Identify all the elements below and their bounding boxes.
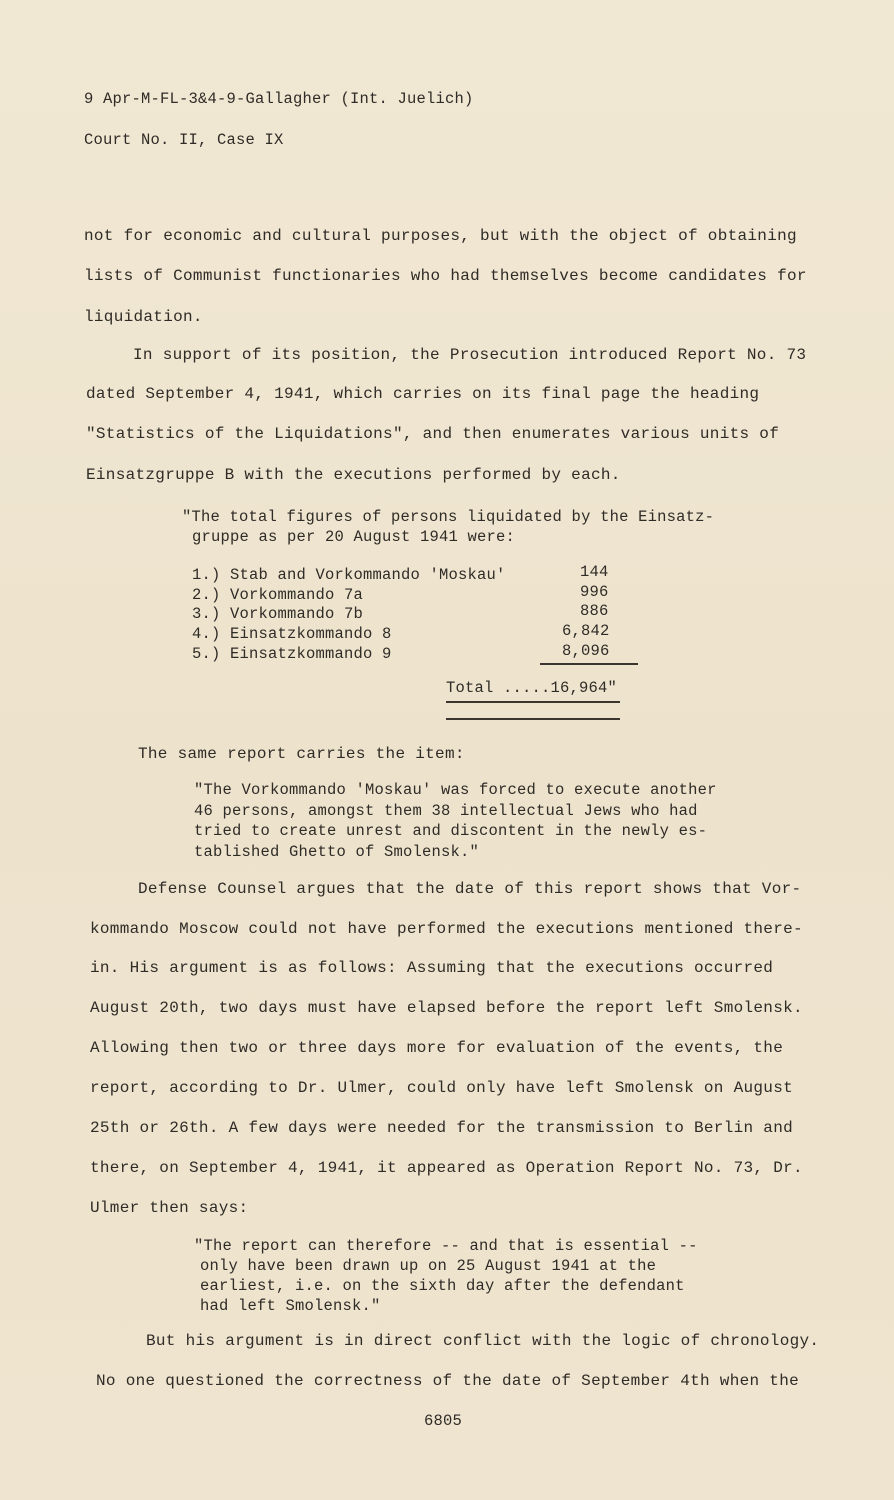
quote-line: tried to create unrest and discontent in the newly es- [194, 822, 708, 840]
text-line: Allowing then two or three days more for evaluation of the events, the [90, 1039, 784, 1057]
text-line: there, on September 4, 1941, it appeared as Operation Report No. 73, Dr. [90, 1159, 803, 1177]
text-line: But his argument is in direct conflict with the logic of chronology. [146, 1332, 820, 1350]
text-line: The same report carries the item: [138, 745, 465, 763]
table-row-value: 6,842 [562, 622, 610, 640]
quote-line: "The report can therefore -- and that is essential -- [194, 1237, 698, 1255]
total-underline-1 [446, 701, 620, 703]
quote-line: gruppe as per 20 August 1941 were: [192, 528, 516, 546]
quote-line: "The total figures of persons liquidated by the Einsatz- [182, 508, 715, 526]
text-line: Einsatzgruppe B with the executions performed by each. [86, 466, 621, 484]
text-line: "Statistics of the Liquidations", and then enumerates various units of [86, 425, 780, 443]
total-underline-2 [446, 718, 620, 720]
table-row-label: 2.) Vorkommando 7a [192, 586, 364, 604]
text-line: Defense Counsel argues that the date of this report shows that Vor- [138, 880, 802, 898]
table-row-label: 3.) Vorkommando 7b [192, 605, 364, 623]
table-row-value: 996 [580, 583, 609, 601]
quote-line: had left Smolensk." [200, 1297, 381, 1315]
text-line: report, according to Dr. Ulmer, could only have left Smolensk on August [90, 1079, 794, 1097]
text-line: No one questioned the correctness of the date of September 4th when the [96, 1372, 800, 1390]
quote-line: earliest, i.e. on the sixth day after the defendant [200, 1277, 685, 1295]
quote-line: only have been drawn up on 25 August 1941 at the [200, 1257, 657, 1275]
table-row-value: 144 [580, 563, 609, 581]
page-number: 6805 [424, 1412, 463, 1430]
text-line: kommando Moscow could not have performed the executions mentioned there- [90, 920, 803, 938]
header-court-line: Court No. II, Case IX [84, 131, 284, 149]
quote-line: "The Vorkommando 'Moskau' was forced to execute another [194, 781, 717, 799]
text-line: liquidation. [84, 308, 203, 326]
table-total: Total .....16,964" [446, 679, 618, 697]
text-line: lists of Communist functionaries who had themselves become candidates for [84, 267, 807, 285]
table-row-label: 4.) Einsatzkommando 8 [192, 625, 392, 643]
header-case-line: 9 Apr-M-FL-3&4-9-Gallagher (Int. Juelich) [84, 90, 474, 108]
text-line: in. His argument is as follows: Assuming that the executions occurred [90, 959, 774, 977]
table-row-value: 886 [580, 602, 609, 620]
quote-line: 46 persons, amongst them 38 intellectual Jews who had [194, 802, 698, 820]
table-row-value: 8,096 [562, 642, 610, 660]
text-line: August 20th, two days must have elapsed before the report left Smolensk. [90, 999, 803, 1017]
sum-rule [540, 663, 638, 665]
table-row-label: 1.) Stab and Vorkommando 'Moskau' [192, 566, 506, 584]
table-row-label: 5.) Einsatzkommando 9 [192, 645, 392, 663]
text-line: Ulmer then says: [90, 1199, 249, 1217]
quote-line: tablished Ghetto of Smolensk." [194, 843, 480, 861]
text-line: not for economic and cultural purposes, but with the object of obtaining [84, 227, 797, 245]
text-line: 25th or 26th. A few days were needed for the transmission to Berlin and [90, 1119, 794, 1137]
text-line: In support of its position, the Prosecution introduced Report No. 73 [133, 346, 807, 364]
text-line: dated September 4, 1941, which carries on its final page the heading [86, 385, 760, 403]
